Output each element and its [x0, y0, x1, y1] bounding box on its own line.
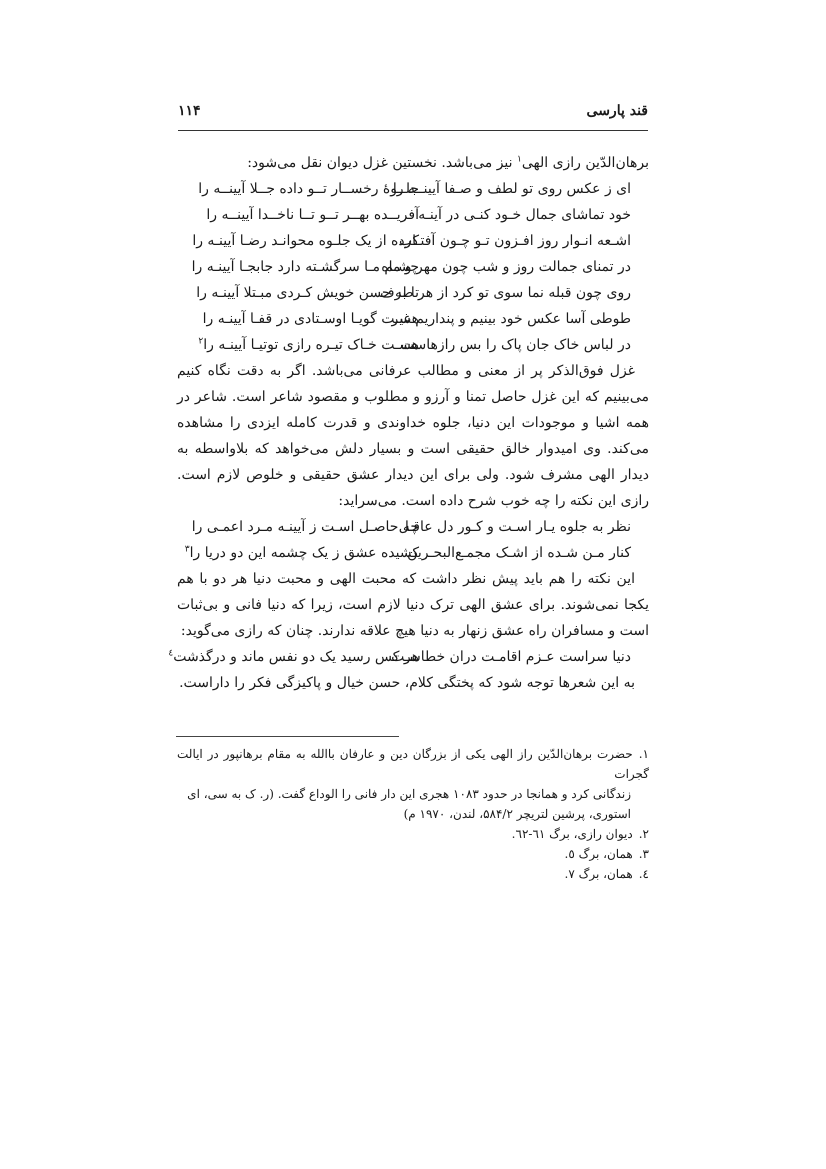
hemistich-text: کرده از یک جلـوه محوانـد رضـا آیینـه را: [192, 233, 419, 249]
footnote: [177, 864, 649, 884]
hemistich-text: کشیده عشق ز یک چشمه این دو دریا را: [189, 545, 419, 561]
couplet: [177, 254, 649, 280]
body-text: [168, 150, 649, 696]
hemistich-first: طوطی آسا عکس خود بینیم و پنداریم غیر: [391, 311, 631, 327]
hemistich-second: [189, 228, 419, 254]
hemistich-text: جلــوهٔ رخســار تــو داده جــلا آیینــه را: [198, 181, 419, 197]
footnote-text: همان، برگ ٧.: [564, 867, 633, 881]
paragraph-3: به این شعرها توجه شود که پختگی کلام، حسن خیال و پاکیزگی فکر را داراست.: [179, 675, 635, 691]
hemistich-second: [189, 514, 419, 540]
footnote-ref: ۲: [198, 336, 204, 347]
hemistich-second: [189, 332, 419, 358]
couplet: [177, 306, 649, 332]
hemistich-first: اشـعه انـوار روز افـزون تـو چـون آفتـاب: [398, 233, 631, 249]
hemistich-text: تا به حسن خویش کـردی مبـتلا آیینـه را: [196, 285, 419, 301]
hemistich-second: [184, 540, 419, 566]
hemistich-second: [189, 254, 419, 280]
page-number: ۱۱۴: [178, 103, 201, 119]
verse-3: [168, 644, 649, 670]
verse-2: [177, 514, 649, 566]
hemistich-first: دنیا سراست عـزم اقامـت دران خطاسـت: [391, 649, 631, 665]
footnote-continuation: استوری، پرشین لتریچر ۵۸۴/۲، لندن، ۱۹۷۰ م): [403, 807, 631, 821]
ghazal-verse: [177, 176, 649, 358]
footnote-number: ٤.: [638, 867, 649, 881]
hemistich-second: [189, 280, 419, 306]
hemistich-text: هسـت خـاک تیـره رازی توتیـا آیینـه را: [203, 337, 419, 353]
footnote-rule: [176, 736, 399, 737]
hemistich-second: [189, 202, 419, 228]
hemistich-first: کنار مـن شـده از اشـک مجمـع‌البحـرین: [407, 545, 631, 561]
footnote-number: ۱.: [638, 747, 649, 761]
paragraph-2: این نکته را هم باید پیش نظر داشت که محبت الهی و محبت دنیا هر دو با هم یکجا نمی‌شوند. برای عشق الهی ترک دنیا لازم است، زیرا که دنیا فانی و بی‌ثبات است و مسافران راه عشق زنهار به دنیا هیچ علاقه ندارند. چنان که رازی می‌گوید:: [177, 571, 649, 639]
footnote: [177, 744, 649, 784]
couplet: [177, 514, 649, 540]
hemistich-first: خود تماشای جمال خـود کنـی در آینـه: [418, 207, 631, 223]
hemistich-second: [189, 176, 419, 202]
book-title: قند پارسی: [586, 103, 648, 119]
footnote-text: دیوان رازی، برگ ٦۱-٦۲.: [511, 827, 633, 841]
footnote-ref: ٤: [168, 648, 174, 659]
footnote: [177, 844, 649, 864]
couplet: [177, 540, 649, 566]
hemistich-text: هسـت گویـا اوسـتادی در قفـا آیینـه را: [202, 311, 419, 327]
footnote-ref: ۳: [184, 544, 190, 555]
hemistich-text: آفریــده بهــر تــو تــا ناخــدا آیینــه را: [206, 207, 419, 223]
hemistich-second: [168, 644, 419, 670]
hemistich-first: در تمنای جمالت روز و شب چون مهر و ماه: [381, 259, 631, 275]
paragraph-1: غزل فوق‌الذکر پر از معنی و مطالب عرفانی می‌باشد. اگر به دقت نگاه کنیم می‌بینیم که این غزل حاصل تمنا و آرزو و مطلوب و مقصود شاعر است. شاعر در همه اشیا و موجودات این دنیا، جلوه خداوندی و قدرت کامله ایزدی را مشاهده می‌کند. وی امیدوار خالق حقیقی است و بسیار دلش می‌خواهد که بلاواسطه به دیدار الهی مشرف شود. ولی برای این دیدار عشق حقیقی و خلوص لازم است. رازی این نکته را چه خوب شرح داده است. می‌سراید:: [177, 363, 649, 509]
hemistich-first: روی چون قبله نما سوی تو کرد از هر طرف: [380, 285, 631, 301]
hemistich-text: چه حاصـل اسـت ز آیینـه مـرد اعمـی را: [191, 519, 419, 535]
couplet: [177, 280, 649, 306]
intro-rest: نیز می‌باشد. نخستین غزل دیوان نقل می‌شود:: [247, 155, 517, 171]
footnote-text: همان، برگ ٥.: [564, 847, 633, 861]
couplet: [177, 202, 649, 228]
hemistich-first: نظر به جلوه یـار اسـت و کـور دل عاقـل: [398, 519, 631, 535]
footnotes: [177, 744, 649, 884]
footnote-ref: ۱: [517, 154, 522, 165]
couplet: [168, 644, 649, 670]
couplet: [177, 332, 649, 358]
footnote-continuation: زندگانی کرد و همانجا در حدود ۱۰۸۳ هجری این دار فانی را الوداع گفت. (ر. ک به سی، ای: [187, 787, 631, 801]
header-rule: [178, 130, 648, 131]
footnote-text: حضرت برهان‌الدّین راز الهی یکی از بزرگان دین و عارفان باالله به مقام برهانپور در ایالت گجرات: [177, 747, 649, 781]
running-head: [178, 103, 648, 125]
couplet: [177, 176, 649, 202]
footnote-number: ۲.: [638, 827, 649, 841]
hemistich-second: [189, 306, 419, 332]
footnote: [177, 824, 649, 844]
hemistich-first: ای ز عکس روی تو لطف و صـفا آیینــه را: [392, 181, 631, 197]
hemistich-text: چشـم مـا سرگشـته دارد جابجـا آیینـه را: [191, 259, 419, 275]
hemistich-first: در لباس خاک جان پاک را بس رازهاست: [400, 337, 631, 353]
couplet: [177, 228, 649, 254]
intro-text: برهان‌الدّین رازی الهی: [521, 155, 649, 171]
intro-line: [177, 150, 649, 176]
hemistich-text: هر کس رسید یک دو نفس ماند و درگذشت: [173, 649, 419, 665]
footnote-number: ۳.: [638, 847, 649, 861]
